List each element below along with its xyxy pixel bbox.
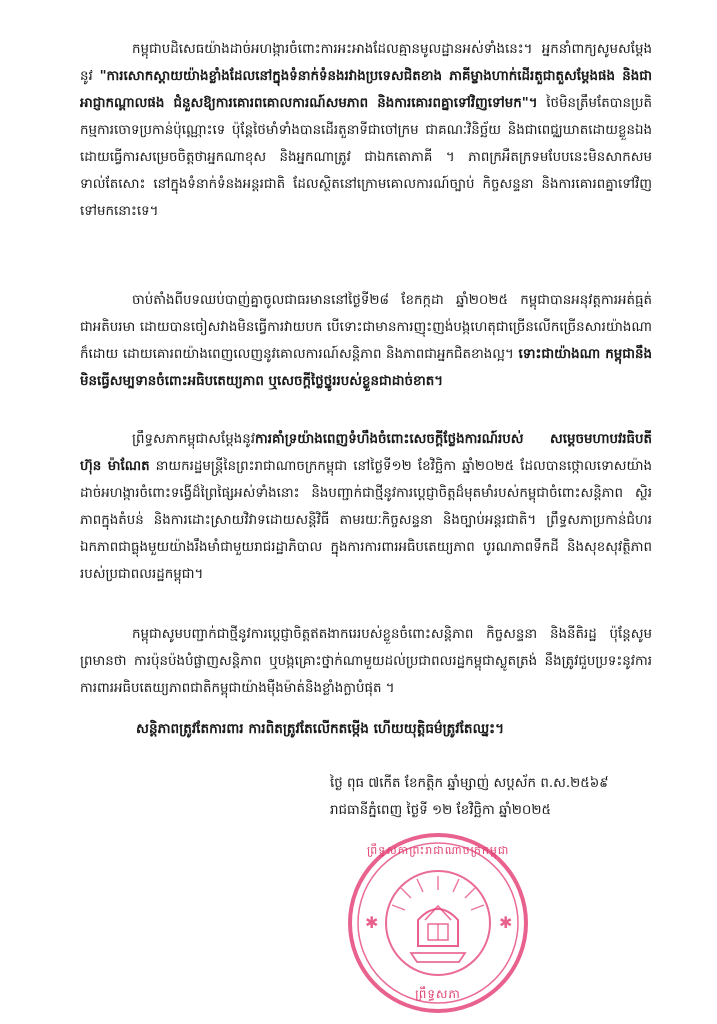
text-run: ថៃមិនត្រឹមតែបានប្រតិកម្មការចោទប្រកាន់ប៉ុណ្ណោះទេ ប៉ុន្តែថៃមាំទាំងបានដើរតួនាទីជាចៅក្រម ជាគណៈវិនិច្ឆ័យ និងជាពេជ្ឈឃាតដោយខ្លួនឯង ដោយធ្វើការសម្រេចចិត្តថាអ្នកណាខុស និងអ្នកណាត្រូវ ជាឯកតោភាគី ។ ភាពក្រអឺតក្រទមបែបនេះមិនសាកសមទាល់តែសោះ នៅក្នុងទំនាក់ទំនងអន្តរជាតិ ដែលស្ថិតនៅក្រោមគោលការណ៍ច្បាប់ កិច្ចសន្ទនា និងការគោរពគ្នាទៅវិញទៅមកនោះទេ។ — [80, 96, 652, 219]
bold-text-run: ការគាំទ្រយ៉ាងពេញទំហឹងចំពោះសេចក្តីថ្លែងការណ៍របស់ សម្តេចមហាបវរធិបតី ហ៊ុន ម៉ាណែត — [80, 432, 652, 474]
paragraph-3 — [80, 426, 652, 588]
date-lunar: ថ្ងៃ ពុធ ៧កើត ខែកត្តិក ឆ្នាំម្សាញ់ សប្តស័ក ព.ស.២៥៦៩ — [330, 776, 609, 791]
text-run: ចាប់តាំងពីបទឈប់បាញ់គ្នាចូលជាធរមាននៅថ្ងៃទី២៨ ខែកក្កដា ឆ្នាំ២០២៥ កម្ពុជាបានអនុវត្តការអត់ធ្មត់ជាអតិបរមា ដោយបានចៀសវាងមិនធ្វើការវាយបក បើទោះជាមានការញុះញង់បង្កហេតុជាច្រើនលើកច្រើនសារយ៉ាងណាក៏ដោយ ដោយគោរពយ៉ាងពេញលេញនូវគោលការណ៍សន្តិភាព និងភាពជាអ្នកជិតខាងល្អ។ — [80, 293, 652, 362]
svg-text:✱: ✱ — [499, 913, 513, 932]
bold-text-run: សន្តិភាពត្រូវតែការពារ ការពិតត្រូវតែលើកតម្កើង ហើយយុត្តិធម៌ត្រូវតែឈ្នះ។ — [136, 721, 505, 737]
text-run: កម្ពុជាសូមបញ្ជាក់ជាថ្មីនូវការប្តេជ្ញាចិត្តឥតងាករេរបស់ខ្លួនចំពោះសន្តិភាព កិច្ចសន្ទនា និងនីតិរដ្ឋ ប៉ុន្តែសូមព្រមានថា ការប៉ុនប៉ងបំផ្លាញសន្តិភាព ឬបង្កគ្រោះថ្នាក់ណាមួយដល់ប្រជាពលរដ្ឋកម្ពុជាស្លូតត្រង់ នឹងត្រូវជួបប្រទះនូវការការពារអធិបតេយ្យភាពជាតិកម្ពុជាយ៉ាងម៉ឺងម៉ាត់និងខ្លាំងក្លាបំផុត ។ — [80, 627, 652, 696]
text-run: នាយករដ្ឋមន្ត្រីនៃព្រះរាជាណាចក្រកម្ពុជា នៅថ្ងៃទី១២ ខែវិច្ឆិកា ឆ្នាំ២០២៥ ដែលបានថ្កោលទោសយ៉ាងដាច់អហង្ការចំពោះទង្វើដ៏ព្រៃផ្សៃអស់ទាំងនោះ និងបញ្ជាក់ជាថ្មីនូវការប្តេជ្ញាចិត្តដ៏មុតមាំរបស់កម្ពុជាចំពោះសន្តិភាព ស្ថិរភាពក្នុងតំបន់ និងការដោះស្រាយវិវាទដោយសន្តិវិធី តាមរយៈកិច្ចសន្ទនា និងច្បាប់អន្តរជាតិ។ ព្រឹទ្ធសភាប្រកាន់ជំហរឯកភាពជាធ្លុងមួយយ៉ាងរឹងមាំជាមួយរាជរដ្ឋាភិបាល ក្នុងការការពារអធិបតេយ្យភាព បូរណភាពទឹកដី និងសុខសុវត្ថិភាពរបស់ប្រជាពលរដ្ឋកម្ពុជា។ — [80, 459, 652, 582]
svg-text:✱: ✱ — [365, 913, 379, 932]
text-run: កម្ពុជាបដិសេធយ៉ាងដាច់អហង្ការចំពោះការអះអាងដែលគ្មានមូលដ្ឋានអស់ទាំងនេះ។ អ្នកនាំពាក្យសូមសម្តែងនូវ — [80, 42, 652, 84]
bold-text-run: ទោះជាយ៉ាងណា កម្ពុជានឹងមិនធ្វើសម្បទានចំពោះអធិបតេយ្យភាព ឬសេចក្តីថ្លៃថ្នូររបស់ខ្លួនជាដាច់ខាត។ — [80, 347, 652, 389]
paragraph-1 — [80, 36, 652, 225]
seal-text-bottom: ព្រឹទ្ធសភា — [415, 987, 461, 1001]
text-run: ព្រឹទ្ធសភាកម្ពុជាសម្តែងនូវ — [132, 432, 255, 447]
date-solar: រាជធានីភ្នំពេញ ថ្ងៃទី ១២ ខែវិច្ឆិកា ឆ្នាំ២០២៥ — [330, 803, 552, 818]
closing-statement — [136, 716, 656, 743]
seal-text-top: ព្រឹទ្ធសភាព្រះរាជាណាចក្រកម្ពុជា — [367, 844, 510, 857]
paragraph-4 — [80, 621, 652, 702]
bold-text-run: "ការសោកស្តាយយ៉ាងខ្លាំងដែលនៅក្នុងទំនាក់ទំនងរវាងប្រទេសជិតខាង ភាគីម្ខាងហាក់ដើរតួជាតួសម្តែងផង និងជាអាជ្ញាកណ្តាលផង ជំនួសឱ្យការគោរពគោលការណ៍សមភាព និងការគោរពគ្នាទៅវិញទៅមក"។ — [80, 69, 652, 111]
official-seal — [343, 828, 533, 1018]
paragraph-2 — [80, 287, 652, 395]
